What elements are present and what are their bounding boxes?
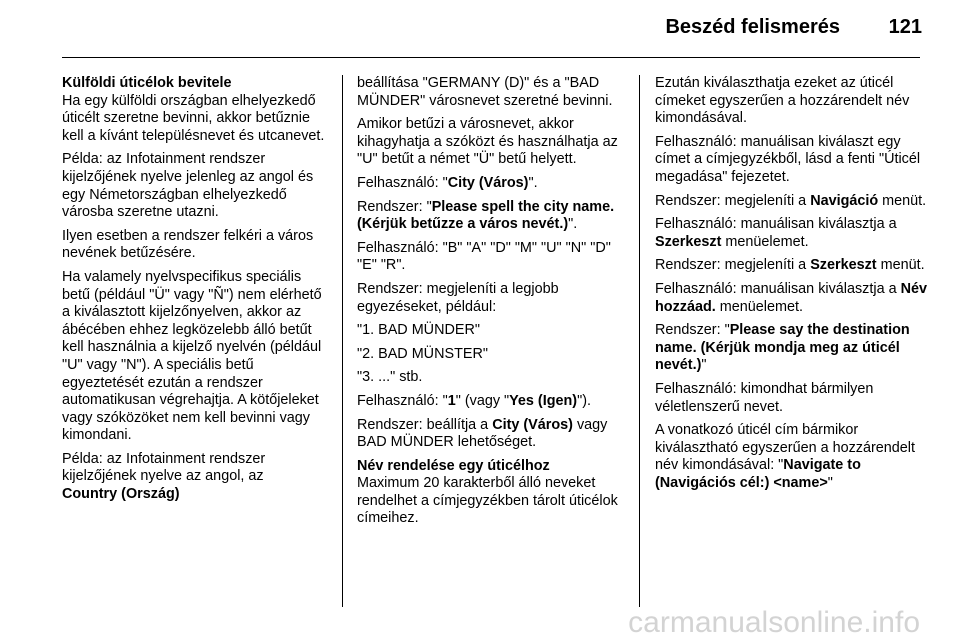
paragraph <box>357 393 627 411</box>
text: Rendszer: " <box>655 322 730 339</box>
bold-text: Navigáció <box>810 192 879 209</box>
watermark: carmanualsonline.info <box>628 606 920 639</box>
page-header <box>0 0 960 60</box>
text: Rendszer: beállítja a <box>357 416 493 433</box>
text: " <box>701 357 707 374</box>
paragraph: Felhasználó: "B" "A" "D" "M" "U" "N" "D" "E" "R". <box>357 239 611 274</box>
paragraph <box>62 451 330 504</box>
column-2 <box>357 75 627 534</box>
paragraph: Ezután kiválaszthatja ezeket az úticél címeket egyszerűen a hozzárendelt név kimondásával. <box>655 75 910 127</box>
text: Példa: az Infotainment rendszer kijelzőjének nyelve az angol, az <box>62 450 266 485</box>
paragraph <box>655 257 930 275</box>
paragraph: Ha valamely nyelvspecifikus speciális betű (például "Ü" vagy "Ñ") nem elérhető a kiválasztott kijelzőnyelven, akkor az ábécében ehhez legközelebb álló betűt kell használnia a kijelző nyelvén (például "U" vagy "N"). A speciális betű egyeztetését ezután a rendszer automatikusan végrehajtja. A kötőjeleket vagy szóközöket nem kell bevinni vagy kimondani. <box>62 268 322 444</box>
paragraph: Amikor betűzi a városnevet, akkor kihagyhatja a szóközt és használhatja az "U" betűt a német "Ü" betű helyett. <box>357 116 618 168</box>
paragraph: Példa: az Infotainment rendszer kijelzőjének nyelve jelenleg az angol és egy Németországban elhelyezkedő városba szeretne utazni. <box>62 151 314 221</box>
paragraph: Felhasználó: manuálisan kiválaszt egy címet a címjegyzékből, lásd a fenti "Úticél megadása" fejezetet. <box>655 133 921 185</box>
paragraph <box>655 193 930 211</box>
paragraph: beállítása "GERMANY (D)" és a "BAD MÜNDER" városnevet szeretné bevinni. <box>357 75 613 109</box>
bold-text: 1 <box>447 392 456 409</box>
text: Felhasználó: manuálisan kiválasztja a <box>655 280 901 297</box>
paragraph: "2. BAD MÜNSTER" <box>357 345 488 362</box>
bold-text: Please say the destination name. (Kérjük mondja meg az úticél nevét.) <box>655 322 910 374</box>
text: "). <box>577 392 592 409</box>
text: Felhasználó: " <box>357 174 448 191</box>
text: vagy BAD MÜNDER lehetőséget. <box>357 416 608 451</box>
text: Felhasználó: " <box>357 392 448 409</box>
bold-text: Név hozzáad. <box>655 280 927 315</box>
text: menüelemet. <box>715 298 803 315</box>
paragraph: Maximum 20 karakterből álló neveket rendelhet a címjegyzékben tárolt úticélok címeihez. <box>357 475 618 527</box>
text: ". <box>528 174 538 191</box>
text: " (vagy " <box>455 392 510 409</box>
paragraph <box>655 281 930 316</box>
text: menüelemet. <box>721 233 809 250</box>
text: ". <box>568 216 578 233</box>
paragraph <box>655 422 930 492</box>
section-heading-assign-name: Név rendelése egy úticélhoz <box>357 457 550 474</box>
text: " <box>827 474 833 491</box>
column-divider <box>342 75 343 607</box>
paragraph: Ilyen esetben a rendszer felkéri a város nevének betűzésére. <box>62 227 314 262</box>
bold-text: Country (Ország) <box>62 486 180 503</box>
text: Rendszer: " <box>357 198 432 215</box>
column-3 <box>655 75 930 498</box>
text: Rendszer: megjeleníti a <box>655 192 811 209</box>
text: Rendszer: megjeleníti a <box>655 257 811 274</box>
paragraph: Rendszer: megjeleníti a legjobb egyezéseket, például: <box>357 280 559 315</box>
paragraph <box>357 199 627 234</box>
page-number: 121 <box>888 16 922 38</box>
bold-text: City (Város) <box>447 174 529 191</box>
paragraph: Felhasználó: kimondhat bármilyen véletlenszerű nevet. <box>655 380 874 415</box>
paragraph <box>357 417 627 452</box>
bold-text: Szerkeszt <box>655 233 722 250</box>
paragraph: "3. ..." stb. <box>357 369 423 386</box>
column-divider <box>639 75 640 607</box>
bold-text: Navigate to (Navigációs cél:) <name> <box>655 457 861 491</box>
bold-text: Please spell the city name. (Kérjük betűzze a város nevét.) <box>357 198 615 233</box>
page-title: Beszéd felismerés <box>665 16 840 38</box>
header-rule <box>62 57 920 58</box>
bold-text: Yes (Igen) <box>509 392 578 409</box>
paragraph <box>357 175 627 193</box>
text: menüt. <box>878 192 927 209</box>
paragraph <box>655 322 930 375</box>
text: A vonatkozó úticél cím bármikor kiválasztható egyszerűen a hozzárendelt név kimondásával: " <box>655 422 915 474</box>
text: Felhasználó: manuálisan kiválasztja a <box>655 216 897 233</box>
text: menüt. <box>876 257 925 274</box>
bold-text: City (Város) <box>492 416 573 433</box>
section-heading-foreign-destinations: Külföldi úticélok bevitele <box>62 75 232 91</box>
column-1 <box>62 75 330 510</box>
paragraph: Ha egy külföldi országban elhelyezkedő úticélt szeretne bevinni, akkor betűznie kell a kívánt településnevet és utcanevet. <box>62 92 325 144</box>
paragraph: "1. BAD MÜNDER" <box>357 322 480 339</box>
bold-text: Szerkeszt <box>810 257 877 274</box>
paragraph <box>655 216 930 251</box>
